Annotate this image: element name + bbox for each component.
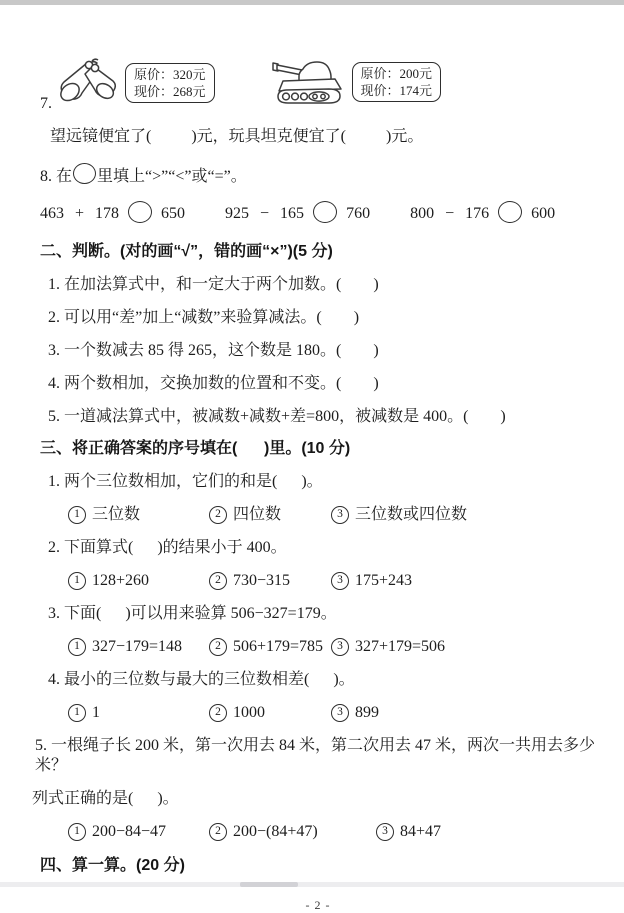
comparison-item xyxy=(410,201,555,227)
choice-option-text: 200−84−47 xyxy=(92,823,167,840)
horizontal-scrollbar-track[interactable] xyxy=(0,882,624,887)
question-7-number: 7. xyxy=(40,95,52,112)
circled-number-icon: 3 xyxy=(331,638,349,656)
question-7 xyxy=(40,55,596,147)
comparison-left-expression: 925 − 165 xyxy=(225,205,305,222)
circled-number-icon: 3 xyxy=(331,572,349,590)
page-number: - 2 - xyxy=(305,898,331,912)
circled-number-icon: 3 xyxy=(331,704,349,722)
choice-option xyxy=(68,571,209,591)
choice-item-stem: 3. 下面( )可以用来验算 506−327=179。 xyxy=(48,605,337,622)
question-8-comparisons xyxy=(40,201,596,227)
binoculars-original-price: 原价：320元 xyxy=(134,67,206,82)
question-8-prefix: 8. 在 xyxy=(40,167,73,185)
choice-item-stem: 列式正确的是( )。 xyxy=(32,790,179,807)
choice-option xyxy=(68,505,209,525)
choice-options-row xyxy=(40,637,596,657)
question-8-suffix: 里填上“>”“<”或“=”。 xyxy=(97,167,247,185)
section-2-items xyxy=(40,275,596,427)
circled-number-icon: 1 xyxy=(68,823,86,841)
judgement-item: 5. 一道减法算式中，被减数+减数+差=800，被减数是 400。( ) xyxy=(48,408,506,425)
section-3-title: 三、将正确答案的序号填在( )里。(10 分) xyxy=(40,440,351,457)
tank-original-price: 原价：200元 xyxy=(360,66,433,81)
choice-item-stem: 4. 最小的三位数与最大的三位数相差( )。 xyxy=(48,671,355,688)
comparison-right-value: 600 xyxy=(531,205,556,222)
choice-option-text: 327−179=148 xyxy=(92,638,183,655)
circled-number-icon: 1 xyxy=(68,704,86,722)
choice-option-text: 506+179=785 xyxy=(233,638,324,655)
choice-option xyxy=(376,822,596,842)
choice-option xyxy=(209,822,376,842)
choice-option-text: 128+260 xyxy=(92,572,150,589)
circled-number-icon: 2 xyxy=(209,506,227,524)
comparison-item xyxy=(225,201,370,227)
choice-item-stem: 2. 下面算式( )的结果小于 400。 xyxy=(48,539,287,556)
comparison-right-value: 760 xyxy=(346,205,371,222)
circled-number-icon: 1 xyxy=(68,506,86,524)
choice-option-text: 84+47 xyxy=(400,823,442,840)
choice-option-text: 1 xyxy=(92,704,100,721)
choice-option-text: 175+243 xyxy=(355,572,413,589)
circled-number-icon: 2 xyxy=(209,823,227,841)
choice-option-text: 899 xyxy=(355,704,379,721)
comparison-right-value: 650 xyxy=(161,205,186,222)
choice-options-row xyxy=(40,822,596,842)
circled-number-icon: 1 xyxy=(68,572,86,590)
circled-number-icon: 2 xyxy=(209,704,227,722)
comparison-left-expression: 800 − 176 xyxy=(410,205,490,222)
choice-option xyxy=(68,822,209,842)
section-4-title: 四、算一算。(20 分) xyxy=(40,857,185,874)
circled-number-icon: 3 xyxy=(376,823,394,841)
circled-number-icon: 2 xyxy=(209,572,227,590)
question-7-statement: 望远镜便宜了( )元，玩具坦克便宜了( )元。 xyxy=(50,128,424,145)
choice-option-text: 327+179=506 xyxy=(355,638,446,655)
horizontal-scrollbar-thumb[interactable] xyxy=(240,882,298,887)
choice-option-text: 730−315 xyxy=(233,572,291,589)
binoculars-figure xyxy=(56,55,215,111)
choice-options-row xyxy=(40,505,596,525)
comparison-item xyxy=(40,201,185,227)
choice-option xyxy=(209,637,331,657)
choice-option xyxy=(331,571,596,591)
circled-number-icon: 2 xyxy=(209,638,227,656)
question-7-figures xyxy=(40,55,596,113)
binoculars-icon xyxy=(56,55,120,111)
binoculars-price-box xyxy=(125,63,215,103)
choice-option xyxy=(209,505,331,525)
judgement-item: 1. 在加法算式中，和一定大于两个加数。( ) xyxy=(48,276,379,293)
blank-circle xyxy=(73,163,96,184)
judgement-item: 3. 一个数减去 85 得 265，这个数是 180。( ) xyxy=(48,342,379,359)
question-8-stem xyxy=(40,163,596,190)
circled-number-icon: 3 xyxy=(331,506,349,524)
choice-option xyxy=(68,637,209,657)
choice-item-stem: 5. 一根绳子长 200 米，第一次用去 84 米，第二次用去 47 米，两次一共用去多少米？ xyxy=(35,737,596,774)
choice-option-text: 四位数 xyxy=(233,506,282,523)
tank-icon xyxy=(271,55,347,109)
choice-option-text: 1000 xyxy=(233,704,265,721)
tank-price-box xyxy=(352,62,442,102)
exam-page xyxy=(0,5,624,913)
choice-option xyxy=(331,505,596,525)
choice-option xyxy=(331,703,596,723)
comparison-left-expression: 463 + 178 xyxy=(40,205,120,222)
blank-circle xyxy=(128,201,152,223)
section-2-title: 二、判断。(对的画“√”，错的画“×”)(5 分) xyxy=(40,243,333,260)
blank-circle xyxy=(498,201,522,223)
tank-figure xyxy=(271,55,442,109)
judgement-item: 2. 可以用“差”加上“减数”来验算减法。( ) xyxy=(48,309,360,326)
choice-item-stem: 1. 两个三位数相加，它们的和是( )。 xyxy=(48,473,323,490)
choice-option-text: 200−(84+47) xyxy=(233,823,318,840)
section-3-items xyxy=(32,472,596,842)
circled-number-icon: 1 xyxy=(68,638,86,656)
choice-option xyxy=(68,703,209,723)
binoculars-current-price: 现价：268元 xyxy=(134,84,206,99)
choice-option xyxy=(331,637,596,657)
choice-option xyxy=(209,703,331,723)
choice-option-text: 三位数或四位数 xyxy=(355,506,468,523)
choice-options-row xyxy=(40,703,596,723)
question-8 xyxy=(40,163,596,227)
section-3-choice xyxy=(32,439,596,842)
choice-option xyxy=(209,571,331,591)
choice-options-row xyxy=(40,571,596,591)
section-2-judge xyxy=(40,242,596,427)
tank-current-price: 现价：174元 xyxy=(360,83,433,98)
blank-circle xyxy=(313,201,337,223)
choice-option-text: 三位数 xyxy=(92,506,141,523)
judgement-item: 4. 两个数相加，交换加数的位置和不变。( ) xyxy=(48,375,379,392)
